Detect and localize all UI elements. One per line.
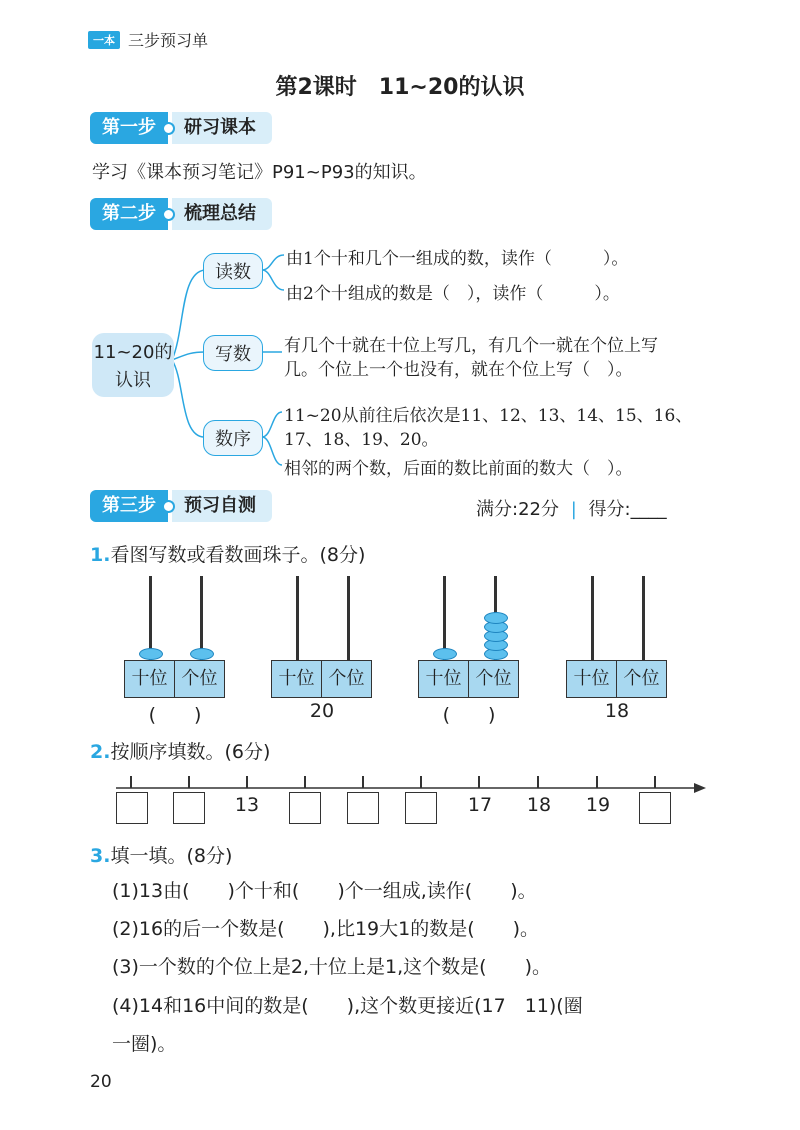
abacus-1 [124, 576, 226, 726]
order-line-3: 相邻的两个数，后面的数比前面的数大（ ）。 [284, 459, 633, 479]
step2-name: 梳理总结 [172, 198, 272, 230]
dot-icon [162, 500, 175, 513]
tens-label: 十位 [425, 668, 462, 689]
tick [246, 776, 248, 788]
answer-box[interactable] [173, 792, 205, 824]
step3-header [90, 490, 272, 522]
tick [188, 776, 190, 788]
score-total: 满分:22分 [476, 499, 559, 520]
q3-item-4-cont: 一圈)。 [112, 1033, 177, 1055]
bead [433, 648, 457, 660]
q3-title [90, 841, 232, 868]
tick [362, 776, 364, 788]
branch-writing: 写数 [203, 335, 263, 371]
ones-label: 个位 [468, 661, 518, 697]
order-line-2: 17、18、19、20。 [284, 430, 439, 450]
place-value-base [124, 660, 225, 698]
ones-label: 个位 [321, 661, 371, 697]
tens-label: 十位 [131, 668, 168, 689]
mind-map-center [92, 333, 174, 397]
writing-line-1: 有几个十就在十位上写几，有几个一就在个位上写 [284, 336, 658, 356]
bead [484, 612, 508, 624]
center-line-1: 11~20的 [93, 342, 173, 363]
arrow-icon [694, 783, 706, 793]
abacus-2 [271, 576, 373, 726]
q3-item-3: (3)一个数的个位上是2,十位上是1,这个数是( )。 [112, 956, 551, 978]
ones-label: 个位 [616, 661, 666, 697]
series-name: 三步预习单 [128, 31, 209, 50]
number-label: 18 [526, 794, 552, 816]
q3-text: 填一填。(8分) [110, 845, 233, 867]
q3-item-4: (4)14和16中间的数是( ),这个数更接近(17 11)(圈 [112, 995, 583, 1017]
tick [654, 776, 656, 788]
q1-text: 看图写数或看数画珠子。(8分) [110, 544, 366, 566]
abacus-caption: ( ) [148, 704, 202, 726]
writing-line-2: 几。个位上一个也没有，就在个位上写（ ）。 [284, 360, 633, 380]
answer-box[interactable] [116, 792, 148, 824]
answer-box[interactable] [347, 792, 379, 824]
tick [304, 776, 306, 788]
score-got: 得分:____ [588, 499, 667, 520]
tens-label: 十位 [573, 668, 610, 689]
q2-title [90, 737, 270, 764]
tens-rod [591, 576, 594, 660]
branch-reading: 读数 [203, 253, 263, 289]
q1-title [90, 540, 365, 567]
dot-icon [162, 208, 175, 221]
center-line-2: 认识 [115, 370, 151, 391]
q2-number: 2. [90, 741, 111, 763]
tick [420, 776, 422, 788]
tens-rod [296, 576, 299, 660]
step1-tab: 第一步 [90, 112, 168, 144]
place-value-base [271, 660, 372, 698]
score-divider: | [570, 499, 577, 520]
answer-box[interactable] [289, 792, 321, 824]
page-number: 20 [90, 1072, 112, 1092]
tick [537, 776, 539, 788]
answer-box[interactable] [405, 792, 437, 824]
tick [596, 776, 598, 788]
reading-line-1: 由1个十和几个一组成的数，读作（ ）。 [286, 249, 629, 269]
place-value-base [566, 660, 667, 698]
tick [478, 776, 480, 788]
page-title: 第2课时 11~20的认识 [275, 75, 525, 100]
step1-name: 研习课本 [172, 112, 272, 144]
abacus-caption: 20 [309, 700, 335, 722]
abacus-caption: 18 [604, 700, 630, 722]
q2-text: 按顺序填数。(6分) [110, 741, 271, 763]
place-value-base [418, 660, 519, 698]
step2-tab: 第二步 [90, 198, 168, 230]
tens-label: 十位 [278, 668, 315, 689]
ones-label: 个位 [174, 661, 224, 697]
q3-item-2: (2)16的后一个数是( ),比19大1的数是( )。 [112, 918, 540, 940]
number-label: 13 [234, 794, 260, 816]
reading-line-2: 由2个十组成的数是（ ），读作（ ）。 [286, 284, 620, 304]
q3-item-1: (1)13由( )个十和( )个一组成,读作( )。 [112, 880, 537, 902]
q3-number: 3. [90, 845, 111, 867]
tick [130, 776, 132, 788]
score-area [476, 495, 667, 521]
dot-icon [162, 122, 175, 135]
brand-logo: 一本 [88, 31, 120, 49]
q1-number: 1. [90, 544, 111, 566]
bead [190, 648, 214, 660]
order-line-1: 11~20从前往后依次是11、12、13、14、15、16、 [284, 406, 693, 426]
abacus-caption: ( ) [442, 704, 496, 726]
step3-tab: 第三步 [90, 490, 168, 522]
step3-name: 预习自测 [172, 490, 272, 522]
bead [139, 648, 163, 660]
abacus-3 [418, 576, 520, 726]
step1-text: 学习《课本预习笔记》P91~P93的知识。 [92, 162, 427, 183]
number-label: 17 [467, 794, 493, 816]
answer-box[interactable] [639, 792, 671, 824]
ones-rod [347, 576, 350, 660]
abacus-4 [566, 576, 668, 726]
number-label: 19 [585, 794, 611, 816]
ones-rod [642, 576, 645, 660]
branch-order: 数序 [203, 420, 263, 456]
